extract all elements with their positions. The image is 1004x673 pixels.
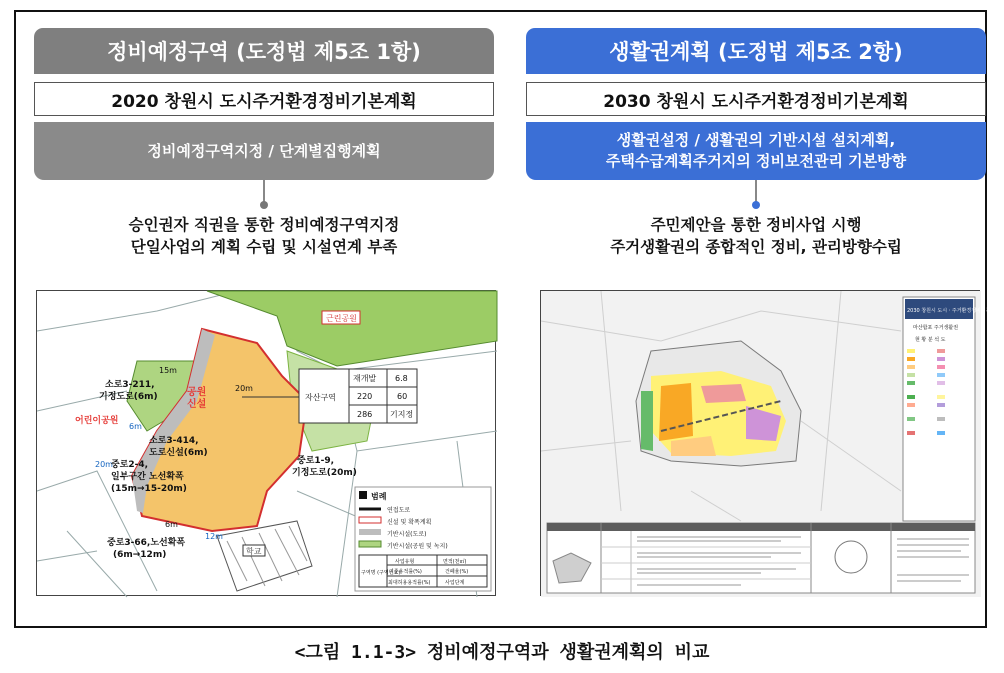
road-label: 중로1-9, [297,456,335,466]
width-label: 15m [159,366,177,375]
legend-cell: 사업단계 [445,580,465,586]
road-label: 기정도로(20m) [292,468,357,478]
table-cell: 6.8 [395,374,408,383]
table-area: 자산구역 [305,393,336,402]
side-panel-subtitle: 마산합포 주거생활권 [913,325,959,331]
right-desc-line-2: 주거생활권의 종합적인 정비, 관리방향수립 [610,238,902,256]
right-sub-line-1: 생활권설정 / 생활권의 기반시설 설치계획, [616,131,896,149]
right-sub-box [526,122,986,180]
left-sub-line: 정비예정구역지정 / 단계별집행계획 [147,141,381,160]
legend-item: 신설 및 확폭계획 [387,519,432,526]
legend-cell: 건폐율(%) [445,569,469,575]
right-header: 생활권계획 (도정법 제5조 2항) [526,28,986,74]
left-site-map [36,290,496,596]
legend-item: 연접도로 [387,507,411,514]
road-label: 소로3-414, [149,436,199,446]
kids-park-label: 어린이공원 [75,416,119,426]
right-description [526,214,986,258]
connector-dot [752,201,760,209]
park-name-label: 근린공원 [326,314,357,323]
school-area [217,521,312,591]
legend-title: 범례 [371,492,387,501]
legend-cell: 면적(천㎡) [443,559,467,565]
width-label: 6m [129,422,142,431]
right-connector [526,180,986,212]
school-label: 학교 [246,547,262,556]
right-plan-title: 2030 창원시 도시주거환경정비기본계획 [526,82,986,116]
park-new-label: 신설 [187,399,207,410]
figure-frame [14,10,1001,628]
left-sub-box [34,122,494,180]
left-connector [34,180,494,212]
road-label: 도로신설(6m) [149,448,208,458]
table-cell: 220 [357,392,373,401]
legend-item: 기반시설(공원 및 녹지) [387,543,448,550]
width-label: 12m [205,532,223,541]
road-label: 중로2-4, [111,460,149,470]
map-info-table [547,523,975,593]
road-label: 소로3-211, [105,380,155,390]
side-panel-subtitle: 현 황 분 석 도 [915,337,946,343]
road-label: (6m→12m) [113,550,167,560]
road-label: 기정도로(6m) [99,392,158,402]
map-legend [355,487,491,591]
table-cell: 286 [357,410,373,419]
left-header: 정비예정구역 (도정법 제5조 1항) [34,28,494,74]
right-desc-line-1: 주민제안을 통한 정비사업 시행 [650,216,862,234]
legend-cell: 사업유형 [395,559,415,565]
table-cell: 60 [397,392,408,401]
left-desc-line-1: 승인권자 직권을 통한 정비예정구역지정 [128,216,400,234]
map-side-panel [903,297,1000,521]
table-cell: 재개발 [353,374,377,383]
legend-sub: 구역명 (구역번호) [361,570,401,576]
table-cell: 기지정 [390,410,414,419]
legend-item: 기반시설(도로) [387,531,427,538]
legend-cell: 기준용적률(%) [389,569,422,575]
left-desc-line-2: 단일사업의 계획 수립 및 시설연계 부족 [130,238,398,256]
right-column [526,28,986,258]
width-label: 20m [95,460,113,469]
right-site-map [540,290,1001,596]
width-label: 20m [235,384,253,393]
side-panel-title: 2030 창원시 도시ㆍ주거환경정비기본계획 [907,308,1001,314]
legend-cell: 최대허용용적률(%) [388,580,431,586]
width-label: 6m [165,520,178,529]
left-description [34,214,494,258]
left-column [34,28,494,258]
road-label: (15m→15-20m) [111,484,187,494]
road-label: 중로3-66,노선확폭 [107,538,186,548]
left-plan-title: 2020 창원시 도시주거환경정비기본계획 [34,82,494,116]
road-label: 일부구간 노선확폭 [111,472,184,482]
right-sub-line-2: 주택수급계획주거지의 정비보전관리 기본방향 [605,152,907,170]
figure-caption: <그림 1.1-3> 정비예정구역과 생활권계획의 비교 [294,642,710,663]
connector-dot [260,201,268,209]
park-new-label: 공원 [187,387,207,398]
